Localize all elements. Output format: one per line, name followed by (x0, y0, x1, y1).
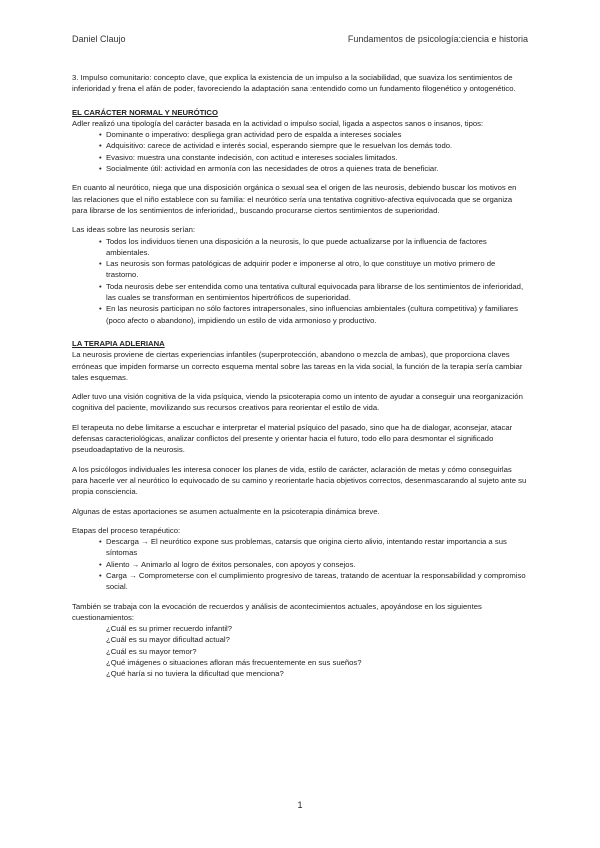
list-item: • Las neurosis son formas patológicas de adquirir poder e imponerse al otro, lo que constituye un motivo primero de trastorno. (99, 259, 496, 280)
bullet-icon: • (99, 281, 102, 291)
therapy-paragraph: Algunas de estas aportaciones se asumen actualmente en la psicoterapia dinámica breve. (72, 506, 380, 516)
section-title-normal: EL CARÁCTER NORMAL Y NEURÓTICO (72, 107, 218, 117)
bullet-icon: • (99, 570, 102, 580)
bullet-icon: • (99, 559, 102, 569)
bullet-icon: • (99, 164, 102, 174)
question-item: ¿Cuál es su mayor temor? (106, 646, 197, 656)
bullet-icon: • (99, 152, 102, 162)
stages-list (72, 536, 528, 592)
intro-paragraph: 3. Impulso comunitario: concepto clave, que explica la existencia de un impulso a la sociabilidad, que suaviza los sentimientos de inferioridad y frena el afán de poder, favoreciendo la adaptación sana :entendido como un fundamento filogenético y ontogenético. (72, 73, 516, 94)
page-content (72, 72, 528, 688)
question-item: ¿Qué imágenes o situaciones afloran más frecuentemente en sus sueños? (106, 658, 362, 668)
list-item: • Socialmente útil: actividad en armonía con las necesidades de otros a quienes trata de beneficiar. (99, 164, 439, 174)
ideas-intro: Las ideas sobre las neurosis serían: (72, 225, 196, 235)
section-title-therapy: LA TERAPIA ADLERIANA (72, 338, 165, 348)
header-course: Fundamentos de psicología:ciencia e historia (347, 34, 528, 44)
therapy-paragraph: Adler tuvo una visión cognitiva de la vida psíquica, viendo la psicoterapia como un intento de ayudar a conseguir una reorganización cognitiva del paciente, movilizando sus recursos creativos para reorientar el estilo de vida. (72, 392, 523, 413)
therapy-paragraph: A los psicólogos individuales les interesa conocer los planes de vida, estilo de carácter, aclaración de metas y cómo conseguirlas para hacerle ver al neurótico lo equivocado de su camino y reorientarle hacia objetivos correctos, desenmascarando al sujeto ante su propia consciencia. (72, 464, 527, 497)
page-number: 1 (297, 800, 303, 810)
list-item: • Descarga → El neurótico expone sus problemas, catarsis que origina cierto alivio, intentando restar importancia a sus síntomas (99, 537, 507, 558)
typology-list (72, 129, 528, 174)
bullet-icon: • (99, 130, 102, 140)
list-item: • En las neurosis participan no sólo factores intrapersonales, sino influencias ambientales (cultura competitiva) y familiares (poco afecto o abandono), impidiendo un estilo de vida armonioso y productivo. (99, 304, 518, 325)
header-author: Daniel Claujo (72, 34, 126, 44)
stages-intro: Etapas del proceso terapéutico: (72, 525, 181, 535)
list-item: • Dominante o imperativo: despliega gran actividad pero de espalda a intereses sociales (99, 130, 402, 140)
list-item: • Toda neurosis debe ser entendida como una tentativa cultural equivocada para librarse de los sentimientos de inferioridad, las cuales se transforman en sentimientos hipertróficos de superioridad. (99, 281, 524, 303)
list-item: • Evasivo: muestra una constante indecisión, con actitud e intereses sociales limitados. (99, 152, 398, 162)
question-item: ¿Cuál es su primer recuerdo infantil? (106, 624, 233, 634)
typology-intro: Adler realizó una tipología del carácter basada en la actividad o impulso social, ligada a aspectos sanos o insanos, tipos: (72, 118, 484, 128)
list-item: • Carga → Comprometerse con el cumplimiento progresivo de tareas, tratando de acentuar la responsabilidad y compromiso social. (99, 570, 526, 592)
question-item: ¿Qué haría si no tuviera la dificultad que menciona? (106, 669, 284, 679)
therapy-paragraph: La neurosis proviene de ciertas experiencias infantiles (superprotección, abandono o mezcla de ambas), que proporciona claves erróneas que impiden formarse un correcto esquema mental sobre las tareas en la vida social, la función de la terapia sería cambiar tales esquemas. (72, 350, 523, 382)
bullet-icon: • (99, 141, 102, 151)
list-item: • Adquisitivo: carece de actividad e interés social, esperando siempre que le resuelvan los demás todo. (99, 141, 453, 151)
bullet-icon: • (99, 537, 102, 547)
questions-list (72, 623, 528, 679)
question-item: ¿Cuál es su mayor dificultad actual? (106, 635, 230, 645)
bullet-icon: • (99, 236, 102, 246)
bullet-icon: • (99, 304, 102, 314)
list-item: • Aliento → Animarlo al logro de éxitos personales, con apoyos y consejos. (99, 559, 356, 569)
ideas-list (72, 236, 528, 326)
therapy-paragraph: El terapeuta no debe limitarse a escuchar e interpretar el material psíquico del pasado, sino que ha de dialogar, aconsejar, atacar defensas caracteriológicas, analizar conflictos del presente y orientar hacia el futuro, todo ello para desmontar el significado pseudoadaptativo de la neurosis. (72, 422, 513, 455)
list-item: • Todos los individuos tienen una disposición a la neurosis, lo que puede actualizarse por la influencia de factores ambientales. (99, 236, 487, 257)
bullet-icon: • (99, 259, 102, 269)
neurotic-paragraph: En cuanto al neurótico, niega que una disposición orgánica o sexual sea el origen de las neurosis, debiendo buscar los motivos en las relaciones que el niño establece con su familia: el neurótico sería una tentativa cognitivo-afectiva equivocada que se organiza para librarse de los sentimientos de inferioridad,, buscando procurarse ciertos sentimientos de superioridad. (72, 183, 517, 215)
questions-intro: También se trabaja con la evocación de recuerdos y análisis de acontecimientos actuales, apoyándose en los siguientes cuestionamientos: (72, 601, 482, 622)
